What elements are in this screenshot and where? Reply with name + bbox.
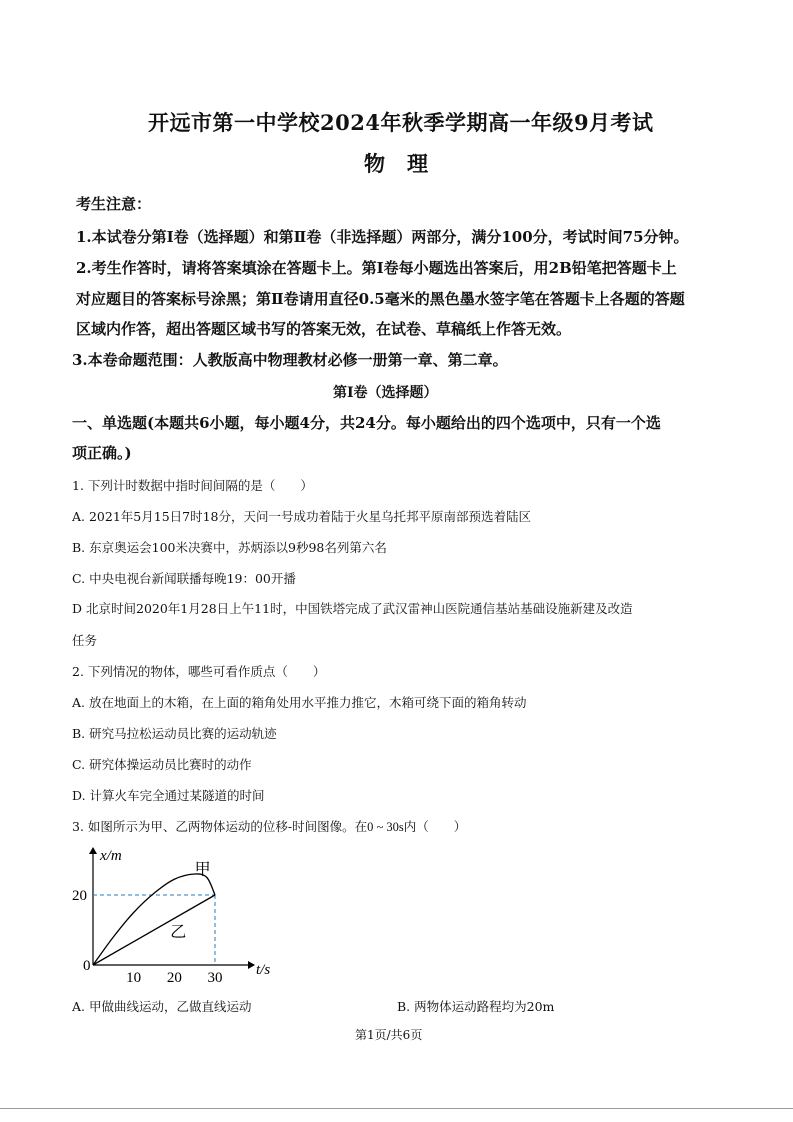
q2-option-c: C. 研究体操运动员比赛时的动作 xyxy=(72,757,252,772)
q3-option-b: B. 两物体运动路程均为20m xyxy=(397,999,555,1014)
y-axis-label: x/m xyxy=(100,848,122,864)
section-title: 第Ⅰ卷（选择题） xyxy=(333,385,438,401)
notice-line-5: 3.本卷命题范围：人教版高中物理教材必修一册第一章、第二章。 xyxy=(72,351,508,369)
q2-option-d: D. 计算火车完全通过某隧道的时间 xyxy=(72,788,265,803)
q3-stem-post: 内（ ） xyxy=(403,819,467,834)
q3-option-a: A. 甲做曲线运动，乙做直线运动 xyxy=(72,999,252,1014)
q2-option-b: B. 研究马拉松运动员比赛的运动轨迹 xyxy=(72,726,277,741)
q2-stem: 2. 下列情况的物体，哪些可看作质点（ ） xyxy=(72,664,326,679)
exam-title: 开远市第一中学校2024年秋季学期高一年级9月考试 xyxy=(148,110,654,135)
page-bottom-rule xyxy=(0,1108,793,1109)
subject-title: 物 理 xyxy=(364,151,429,176)
q3-stem xyxy=(72,817,466,835)
section-intro-line-2: 项正确。) xyxy=(72,444,132,462)
q3-stem-pre: 3. 如图所示为甲、乙两物体运动的位移-时间图像。在 xyxy=(72,819,368,834)
notice-heading: 考生注意： xyxy=(76,195,152,213)
x-tick-20: 20 xyxy=(166,970,182,985)
section-intro-line-1: 一、单选题(本题共6小题，每小题4分，共24分。每小题给出的四个选项中，只有一个选 xyxy=(72,414,661,432)
notice-line-2: 2.考生作答时，请将答案填涂在答题卡上。第Ⅰ卷每小题选出答案后，用2B铅笔把答题卡上 xyxy=(76,259,677,277)
page-number: 第1页/共6页 xyxy=(355,1028,423,1042)
x-tick-30: 30 xyxy=(207,970,223,985)
q1-option-d-line-2: 任务 xyxy=(72,633,98,648)
x-tick-10: 10 xyxy=(126,970,142,985)
q1-option-c: C. 中央电视台新闻联播每晚19：00开播 xyxy=(72,571,296,586)
origin-label: 0 xyxy=(83,958,91,974)
q1-option-b: B. 东京奥运会100米决赛中，苏炳添以9秒98名列第六名 xyxy=(72,540,387,555)
xt-graph xyxy=(66,840,286,985)
notice-line-4: 区域内作答，超出答题区域书写的答案无效，在试卷、草稿纸上作答无效。 xyxy=(76,320,572,338)
series-jia-label: 甲 xyxy=(194,861,211,879)
y-tick-20: 20 xyxy=(72,888,87,904)
q3-stem-math: 0 ~ 30s xyxy=(367,820,404,834)
q1-option-a: A. 2021年5月15日7时18分，天问一号成功着陆于火星乌托邦平原南部预选着陆区 xyxy=(72,509,532,524)
x-axis-label: t/s xyxy=(256,962,271,978)
series-yi-label: 乙 xyxy=(170,924,187,941)
q1-option-d-line-1: D 北京时间2020年1月28日上午11时，中国铁塔完成了武汉雷神山医院通信基站基础设施新建及改造 xyxy=(72,601,633,616)
series-yi-line xyxy=(93,895,215,965)
q2-option-a: A. 放在地面上的木箱，在上面的箱角处用水平推力推它，木箱可绕下面的箱角转动 xyxy=(72,695,527,710)
q1-stem: 1. 下列计时数据中指时间间隔的是（ ） xyxy=(72,478,313,493)
series-jia-curve xyxy=(93,874,215,965)
notice-line-3: 对应题目的答案标号涂黑；第Ⅱ卷请用直径0.5毫米的黑色墨水签字笔在答题卡上各题的答题 xyxy=(76,290,685,308)
notice-line-1: 1.本试卷分第Ⅰ卷（选择题）和第Ⅱ卷（非选择题）两部分，满分100分，考试时间75分钟。 xyxy=(76,228,689,246)
